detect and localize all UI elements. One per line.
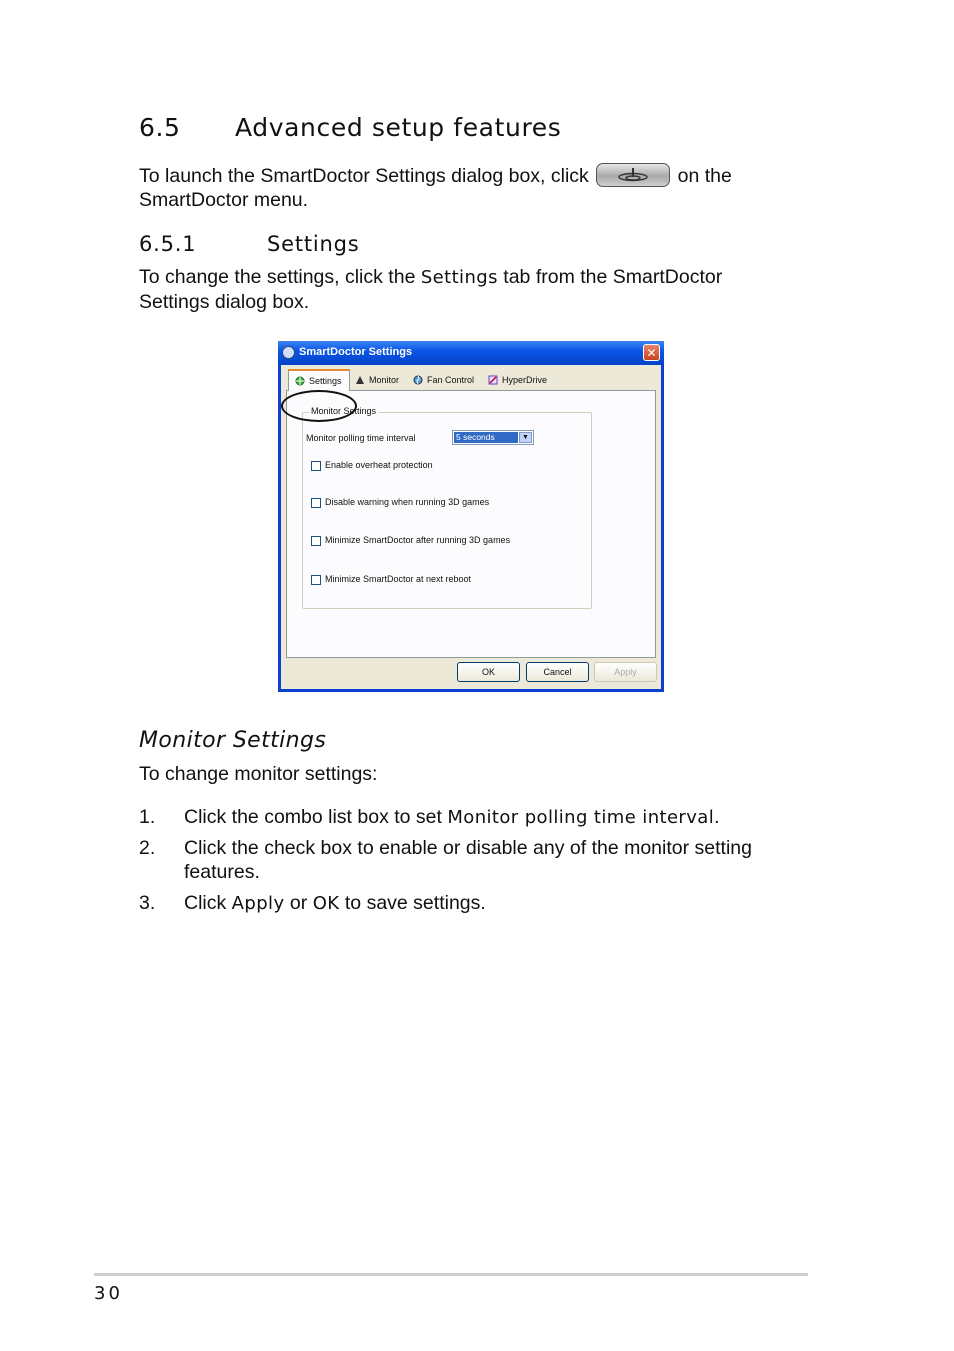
settings-paragraph (139, 265, 819, 314)
checkbox-label: Minimize SmartDoctor after running 3D games (325, 535, 511, 545)
monitor-tab-icon (355, 374, 365, 384)
highlight-oval (281, 390, 357, 422)
tab-settings[interactable] (288, 369, 350, 391)
checkbox-label: Disable warning when running 3D games (325, 497, 490, 507)
section-title: Advanced setup features (235, 113, 562, 142)
intro-text-after: on the (677, 165, 732, 187)
list-item (139, 836, 789, 884)
tab-label: HyperDrive (502, 375, 548, 385)
list-item (139, 891, 789, 915)
step-text-part: or (289, 892, 308, 914)
checkbox-minimize-3d[interactable] (311, 536, 321, 546)
step-text (184, 805, 804, 830)
monitor-settings-heading: Monitor Settings (139, 728, 327, 753)
page-number: 30 (94, 1283, 123, 1304)
checkbox-minimize-reboot[interactable] (311, 575, 321, 585)
close-button[interactable]: ✕ (643, 344, 660, 361)
ok-button[interactable]: OK (457, 662, 520, 682)
checkbox-overheat[interactable] (311, 461, 321, 471)
dialog-titlebar (278, 341, 664, 365)
subsection-number: 6.5.1 (139, 232, 197, 256)
polling-interval-combo[interactable] (452, 430, 534, 445)
step-number: 1. (139, 806, 156, 828)
tab-monitor[interactable] (355, 372, 399, 389)
settings-tab-icon (295, 373, 305, 383)
step-term: Apply (231, 893, 285, 914)
step-text (184, 836, 804, 884)
intro-text: To launch the SmartDoctor Settings dialog box, click (139, 165, 589, 187)
step-text-part: Click the combo list box to set (184, 806, 442, 828)
fan-icon (413, 374, 423, 384)
step-number: 2. (139, 837, 156, 859)
footer-divider (94, 1273, 808, 1276)
tab-fan-control[interactable] (413, 372, 474, 389)
settings-tab-panel (286, 390, 656, 658)
subsection-heading (139, 232, 360, 256)
monitor-intro: To change monitor settings: (139, 763, 378, 785)
intro-text-line2: SmartDoctor menu. (139, 189, 309, 211)
checkbox-disable-warning[interactable] (311, 498, 321, 508)
section-heading (139, 113, 561, 142)
step-text-part: features. (184, 861, 260, 883)
subsection-title: Settings (267, 232, 360, 256)
step-text-part: . (714, 806, 720, 828)
intro-paragraph (139, 163, 819, 212)
tab-hyperdrive[interactable] (488, 372, 547, 389)
dialog-title: SmartDoctor Settings (299, 346, 413, 358)
checkbox-label: Minimize SmartDoctor at next reboot (325, 574, 472, 584)
settings-text-after: tab from the SmartDoctor (503, 266, 723, 288)
tab-label: Fan Control (427, 375, 475, 385)
settings-text-line2: Settings dialog box. (139, 291, 310, 313)
group-label: Monitor Settings (311, 406, 377, 416)
chevron-down-icon[interactable]: ▼ (519, 432, 532, 443)
step-text-part: to save settings. (344, 892, 486, 914)
step-text-part: Click the check box to enable or disable any of the monitor setting (184, 837, 752, 859)
step-term: OK (312, 893, 340, 914)
polling-interval-value: 5 seconds (454, 432, 518, 443)
settings-term: Settings (420, 267, 498, 288)
cancel-button[interactable]: Cancel (526, 662, 589, 682)
tab-label: Settings (309, 376, 342, 386)
step-number: 3. (139, 892, 156, 914)
smartdoctor-settings-icon (596, 163, 670, 187)
step-term: Monitor polling time interval (447, 807, 715, 828)
app-icon (282, 346, 295, 359)
tab-label: Monitor (369, 375, 400, 385)
apply-button[interactable]: Apply (594, 662, 657, 682)
smartdoctor-settings-dialog (278, 341, 664, 692)
hyperdrive-icon (488, 374, 498, 384)
checkbox-label: Enable overheat protection (325, 460, 433, 470)
polling-label: Monitor polling time interval (306, 433, 416, 443)
step-text (184, 891, 804, 916)
list-item (139, 805, 789, 829)
dialog-client (281, 365, 661, 689)
step-text-part: Click (184, 892, 227, 914)
section-number: 6.5 (139, 113, 181, 142)
settings-text: To change the settings, click the (139, 266, 416, 288)
